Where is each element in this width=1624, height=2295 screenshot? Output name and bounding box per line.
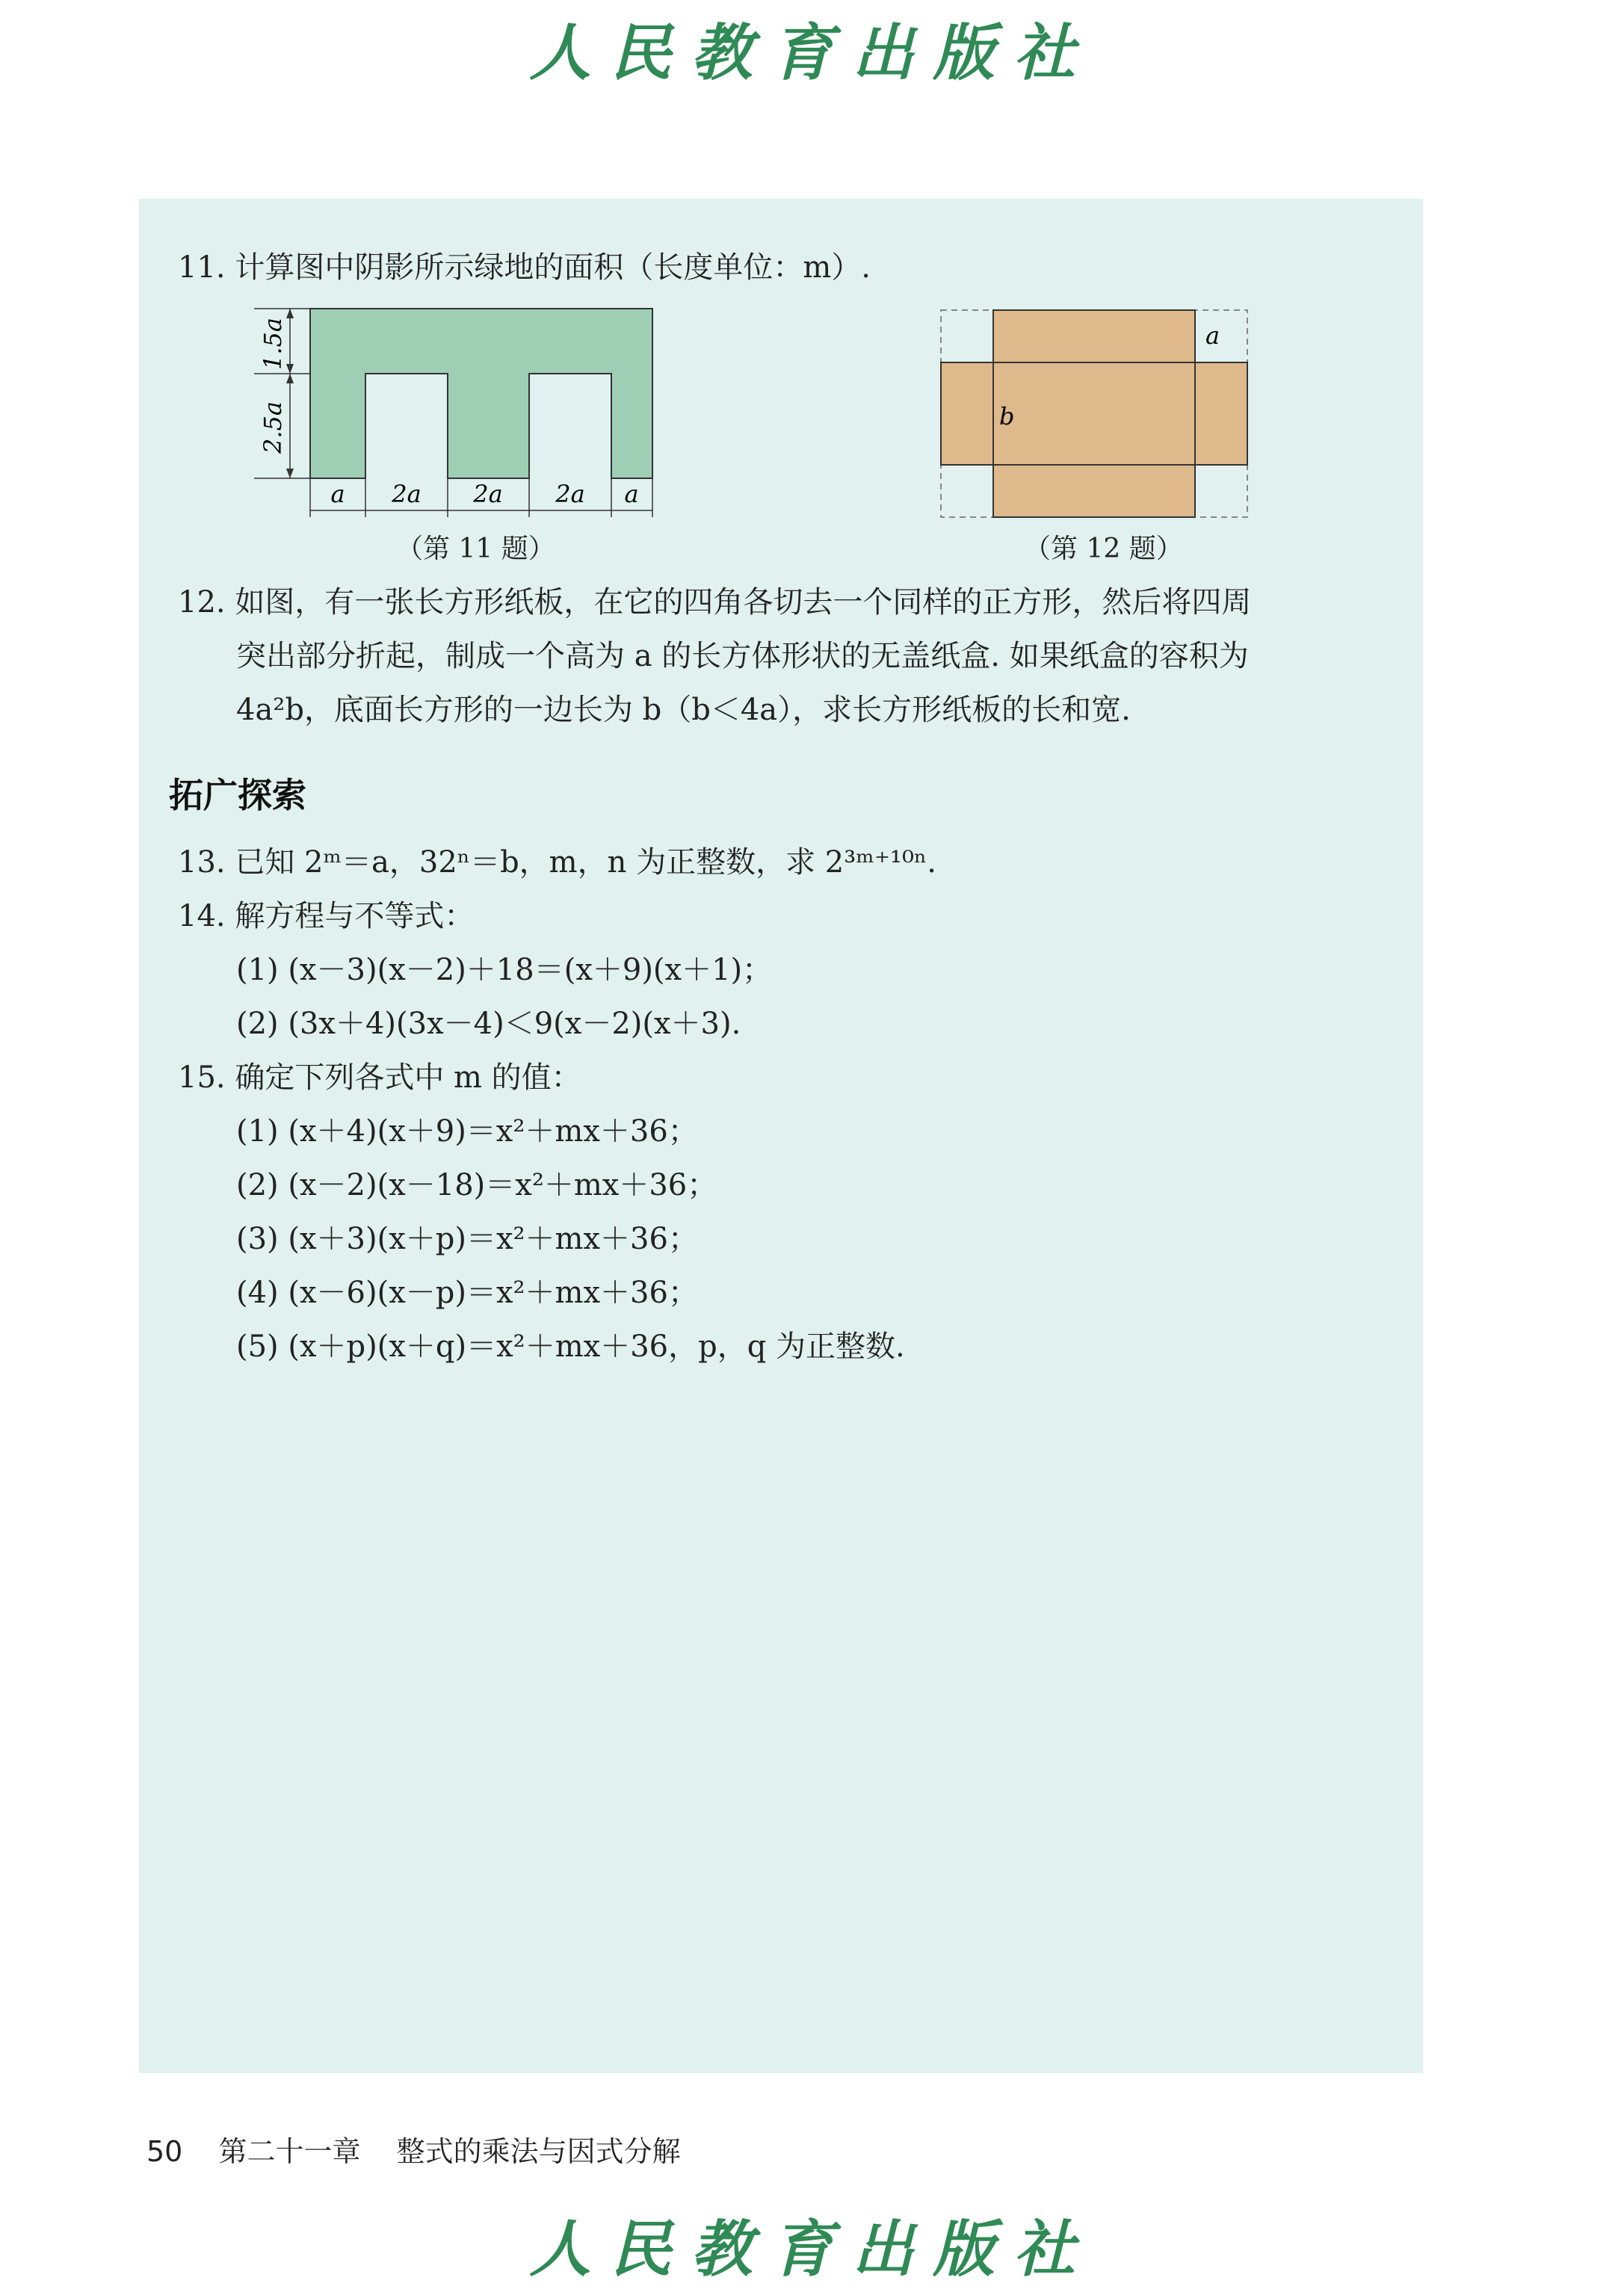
problem-15-item-2: (2) (x－2)(x－18)＝x²＋mx＋36； xyxy=(236,1168,717,1202)
chapter-number: 第二十一章 xyxy=(218,2135,361,2168)
label-w4: 2a xyxy=(555,480,585,508)
section-title: 拓广探索 xyxy=(169,775,306,815)
label-w5: a xyxy=(624,480,639,508)
problem-14-item-1: (1) (x－3)(x－2)＋18＝(x＋9)(x＋1)； xyxy=(236,953,773,987)
problem-11: 11. 计算图中阴影所示绿地的面积（长度单位：m）. xyxy=(178,250,871,285)
problem-15-item-5: (5) (x＋p)(x＋q)＝x²＋mx＋36，p，q 为正整数. xyxy=(236,1329,905,1364)
page-footer xyxy=(146,2128,708,2169)
label-2-5a: 2.5a xyxy=(259,401,287,454)
label-a: a xyxy=(1205,321,1220,350)
label-w2: 2a xyxy=(392,480,422,508)
label-w1: a xyxy=(330,480,345,508)
label-b: b xyxy=(999,402,1015,430)
figure-12-caption: （第 12 题） xyxy=(1024,534,1183,564)
problem-12-line-3: 4a²b，底面长方形的一边长为 b（b＜4a），求长方形纸板的长和宽. xyxy=(236,693,1131,727)
problem-12-line-1: 12. 如图，有一张长方形纸板，在它的四角各切去一个同样的正方形，然后将四周 xyxy=(178,585,1252,620)
page-number: 50 xyxy=(146,2135,183,2168)
problem-13: 13. 已知 2ᵐ＝a，32ⁿ＝b，m，n 为正整数，求 2³ᵐ⁺¹⁰ⁿ. xyxy=(178,845,937,880)
problem-14-item-2: (2) (3x＋4)(3x－4)＜9(x－2)(x＋3). xyxy=(236,1007,741,1041)
figure-11-green-area xyxy=(247,299,680,523)
publisher-watermark-bottom: 人民教育出版社 xyxy=(529,2214,1095,2285)
figure-11-shaded-shape xyxy=(310,309,652,478)
problem-15-item-1: (1) (x＋4)(x＋9)＝x²＋mx＋36； xyxy=(236,1114,698,1149)
figure-12-net-shape xyxy=(941,310,1247,517)
chapter-title: 整式的乘法与因式分解 xyxy=(396,2135,681,2168)
problem-14-stem: 14. 解方程与不等式： xyxy=(178,899,475,933)
problem-15-stem: 15. 确定下列各式中 m 的值： xyxy=(178,1060,581,1095)
publisher-watermark-top: 人民教育出版社 xyxy=(529,17,1095,89)
label-1-5a: 1.5a xyxy=(259,318,287,370)
problem-15-item-4: (4) (x－6)(x－p)＝x²＋mx＋36； xyxy=(236,1276,698,1310)
figure-12-box-net xyxy=(938,306,1252,523)
figure-11-caption: （第 11 题） xyxy=(396,534,555,564)
problem-15-item-3: (3) (x＋3)(x＋p)＝x²＋mx＋36； xyxy=(236,1222,698,1256)
label-w3: 2a xyxy=(473,480,503,508)
problem-12-line-2: 突出部分折起，制成一个高为 a 的长方体形状的无盖纸盒. 如果纸盒的容积为 xyxy=(236,639,1249,673)
